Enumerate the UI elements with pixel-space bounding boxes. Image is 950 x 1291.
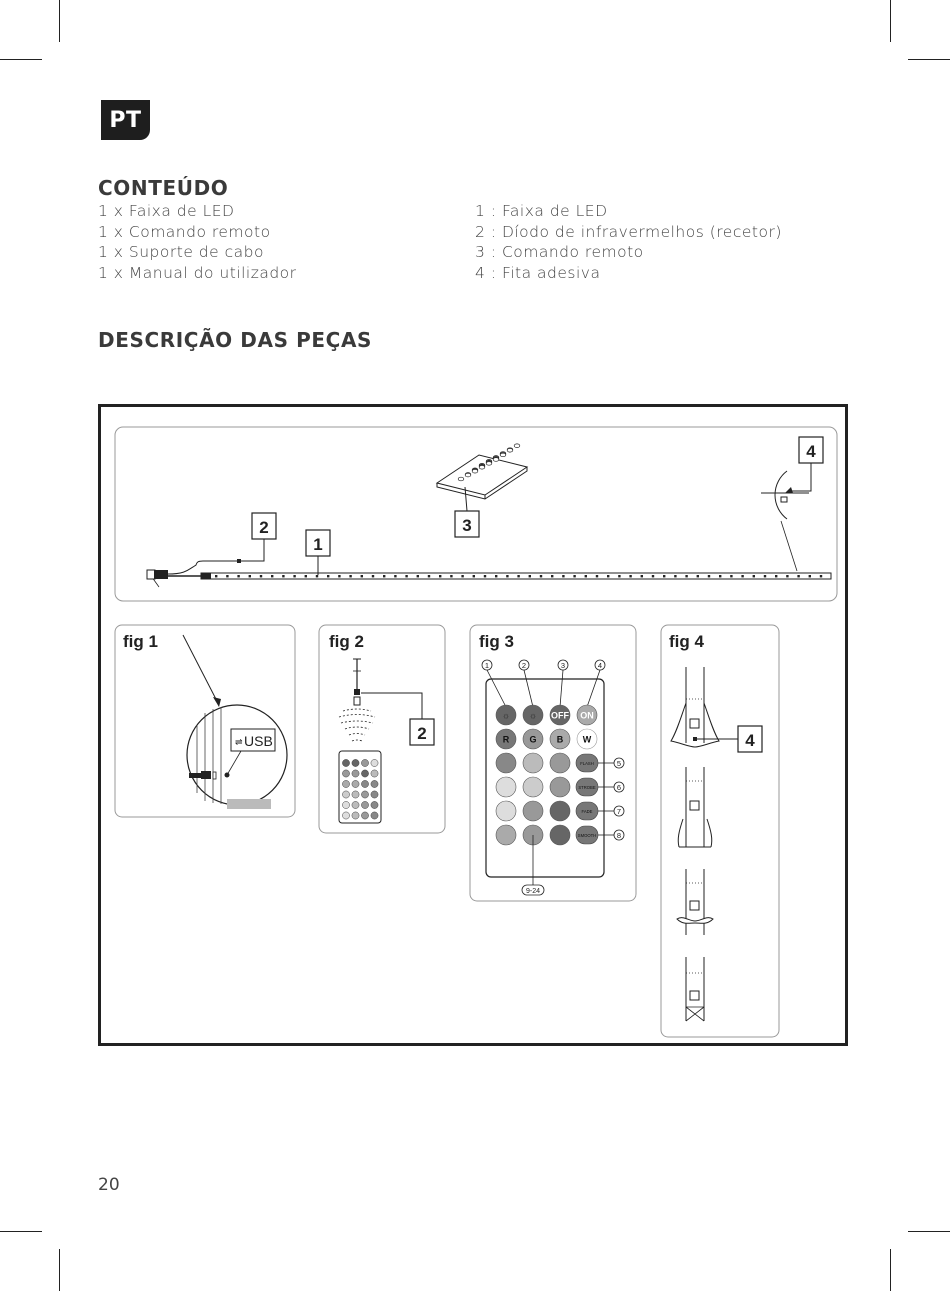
led-dot (282, 575, 284, 577)
led-dot (405, 575, 407, 577)
mode-button-label: FLASH (580, 761, 594, 766)
fig1-title: fig 1 (123, 632, 158, 651)
led-dot (753, 575, 755, 577)
fig4-panel (661, 625, 779, 1037)
svg-text:⇌: ⇌ (235, 737, 243, 747)
mode-button-label: SMOOTH (577, 833, 597, 838)
mini-remote-key (371, 770, 378, 777)
led-dot (417, 575, 419, 577)
mini-remote-key (342, 770, 349, 777)
mini-remote-key (361, 791, 368, 798)
mode-button-label: STROBE (578, 785, 596, 790)
crop-mark (59, 1249, 60, 1291)
language-badge: PT (101, 100, 150, 140)
led-dot (327, 575, 329, 577)
led-dot (685, 575, 687, 577)
button-number: 2 (521, 661, 527, 670)
mini-remote-key (352, 759, 359, 766)
button-number: 7 (616, 807, 622, 816)
remote-key (486, 462, 492, 466)
led-dot (316, 575, 318, 577)
callout-label: 2 (259, 518, 269, 537)
led-dot (607, 575, 609, 577)
mini-remote-key (342, 759, 349, 766)
led-dot (809, 575, 811, 577)
led-dot (641, 575, 643, 577)
led-dot (428, 575, 430, 577)
list-item: 1 x Comando remoto (98, 222, 271, 241)
remote-key (458, 477, 464, 481)
fig2-title: fig 2 (329, 632, 364, 651)
parts-legend (475, 201, 782, 283)
button-number: 8 (616, 831, 622, 840)
callout-label: 4 (806, 442, 816, 461)
color-button (496, 825, 516, 845)
led-dot (271, 575, 273, 577)
mini-remote-key (361, 780, 368, 787)
callout-label: 1 (313, 535, 323, 554)
led-dot (775, 575, 777, 577)
led-dot (461, 575, 463, 577)
contents-title: CONTEÚDO (98, 176, 229, 200)
crop-mark (890, 1249, 891, 1291)
led-dot (260, 575, 262, 577)
callout-label: 2 (417, 724, 427, 743)
led-dot (394, 575, 396, 577)
mini-remote-key (342, 812, 349, 819)
crop-mark (59, 0, 60, 42)
color-button (523, 801, 543, 821)
led-dot (629, 575, 631, 577)
mini-remote-key (371, 780, 378, 787)
led-dot (540, 575, 542, 577)
fig4-step (686, 957, 704, 1021)
remote-key (479, 466, 485, 470)
crop-mark (908, 59, 950, 60)
color-button (550, 777, 570, 797)
led-dot (349, 575, 351, 577)
led-dot (226, 575, 228, 577)
color-button-label: G (529, 734, 537, 745)
fig4-step (678, 767, 712, 847)
mini-remote-key (352, 780, 359, 787)
fig4-title: fig 4 (669, 632, 704, 651)
led-dot (618, 575, 620, 577)
led-dot (305, 575, 307, 577)
led-strip-illustration (201, 573, 831, 579)
led-dot (764, 575, 766, 577)
led-dot (361, 575, 363, 577)
crop-mark (0, 59, 42, 60)
led-dot (551, 575, 553, 577)
mini-remote-key (361, 812, 368, 819)
mode-button-label: FADE (581, 809, 593, 814)
color-button (523, 753, 543, 773)
callout-label: 3 (462, 516, 472, 535)
list-item: 1 : Faixa de LED (475, 202, 608, 220)
remote-key (493, 458, 499, 462)
color-button (496, 777, 516, 797)
led-dot (697, 575, 699, 577)
color-button-label: R (502, 734, 510, 745)
page-number: 20 (98, 1175, 120, 1195)
led-dot (573, 575, 575, 577)
remote-control-illustration (437, 444, 527, 499)
list-item: 3 : Comando remoto (475, 243, 644, 262)
led-dot (674, 575, 676, 577)
led-dot (293, 575, 295, 577)
mini-remote-key (342, 801, 349, 808)
fig4-step (671, 667, 719, 747)
color-button (550, 753, 570, 773)
led-dot (473, 575, 475, 577)
parts-title: DESCRIÇÃO DAS PEÇAS (98, 328, 373, 352)
led-dot (820, 575, 822, 577)
led-dot (529, 575, 531, 577)
led-dot (719, 575, 721, 577)
fig3-title: fig 3 (479, 632, 514, 651)
color-button (523, 777, 543, 797)
color-button (550, 801, 570, 821)
fig1-panel (115, 625, 295, 817)
list-item: 4 : Fita adesiva (475, 263, 601, 282)
brightness-icon: ☼ (501, 710, 511, 721)
led-dot (730, 575, 732, 577)
list-item: 1 x Suporte de cabo (98, 243, 264, 262)
power-button-label: ON (580, 710, 594, 721)
callout-label: 4 (745, 731, 755, 750)
range-label: 9-24 (525, 888, 541, 895)
brightness-icon: ☼ (528, 710, 538, 721)
led-dot (484, 575, 486, 577)
led-dot (237, 575, 239, 577)
usb-label: USB (244, 733, 273, 749)
adhesive-tape-illustration (761, 471, 809, 571)
color-button (550, 825, 570, 845)
led-dot (249, 575, 251, 577)
mini-remote-key (371, 791, 378, 798)
contents-list (98, 201, 297, 283)
remote-key (514, 444, 520, 448)
led-dot (562, 575, 564, 577)
button-number: 5 (616, 759, 622, 768)
led-dot (439, 575, 441, 577)
led-dot (383, 575, 385, 577)
led-dot (741, 575, 743, 577)
color-button (496, 801, 516, 821)
led-dot (652, 575, 654, 577)
mini-remote-key (352, 801, 359, 808)
led-dot (338, 575, 340, 577)
crop-mark (908, 1231, 950, 1232)
remote-key (472, 469, 478, 473)
button-number: 6 (616, 783, 622, 792)
led-dot (215, 575, 217, 577)
crop-mark (0, 1231, 42, 1232)
mini-remote-key (371, 801, 378, 808)
remote-key (507, 449, 513, 453)
led-dot (506, 575, 508, 577)
led-dot (708, 575, 710, 577)
button-number: 1 (484, 661, 490, 670)
led-dot (663, 575, 665, 577)
color-button-label: W (582, 734, 592, 745)
fig3-panel (470, 625, 636, 901)
mini-remote-key (352, 812, 359, 819)
led-dot (797, 575, 799, 577)
color-button (496, 753, 516, 773)
mini-remote-key (342, 791, 349, 798)
led-dot (585, 575, 587, 577)
led-dot (517, 575, 519, 577)
led-dot (372, 575, 374, 577)
parts-diagram-frame (98, 404, 848, 1046)
fig4-step (677, 869, 713, 935)
mini-remote-key (371, 759, 378, 766)
led-dot (495, 575, 497, 577)
mini-remote-key (361, 801, 368, 808)
led-dot (596, 575, 598, 577)
crop-mark (890, 0, 891, 42)
mini-remote-key (342, 780, 349, 787)
button-number: 3 (560, 661, 566, 670)
mini-remote-key (352, 770, 359, 777)
color-button-label: B (556, 734, 564, 745)
remote-key (465, 473, 471, 477)
led-dot (450, 575, 452, 577)
list-item: 1 x Faixa de LED (98, 202, 235, 220)
remote-key (500, 453, 506, 457)
led-dot (786, 575, 788, 577)
mini-remote-key (361, 770, 368, 777)
power-button-label: OFF (551, 710, 569, 721)
list-item: 1 x Manual do utilizador (98, 263, 297, 282)
list-item: 2 : Díodo de infravermelhos (recetor) (475, 222, 782, 241)
parts-diagram (101, 407, 845, 1043)
mini-remote-key (352, 791, 359, 798)
button-number: 4 (597, 661, 603, 670)
fig2-panel (319, 625, 445, 833)
mini-remote-key (371, 812, 378, 819)
mini-remote-key (361, 759, 368, 766)
